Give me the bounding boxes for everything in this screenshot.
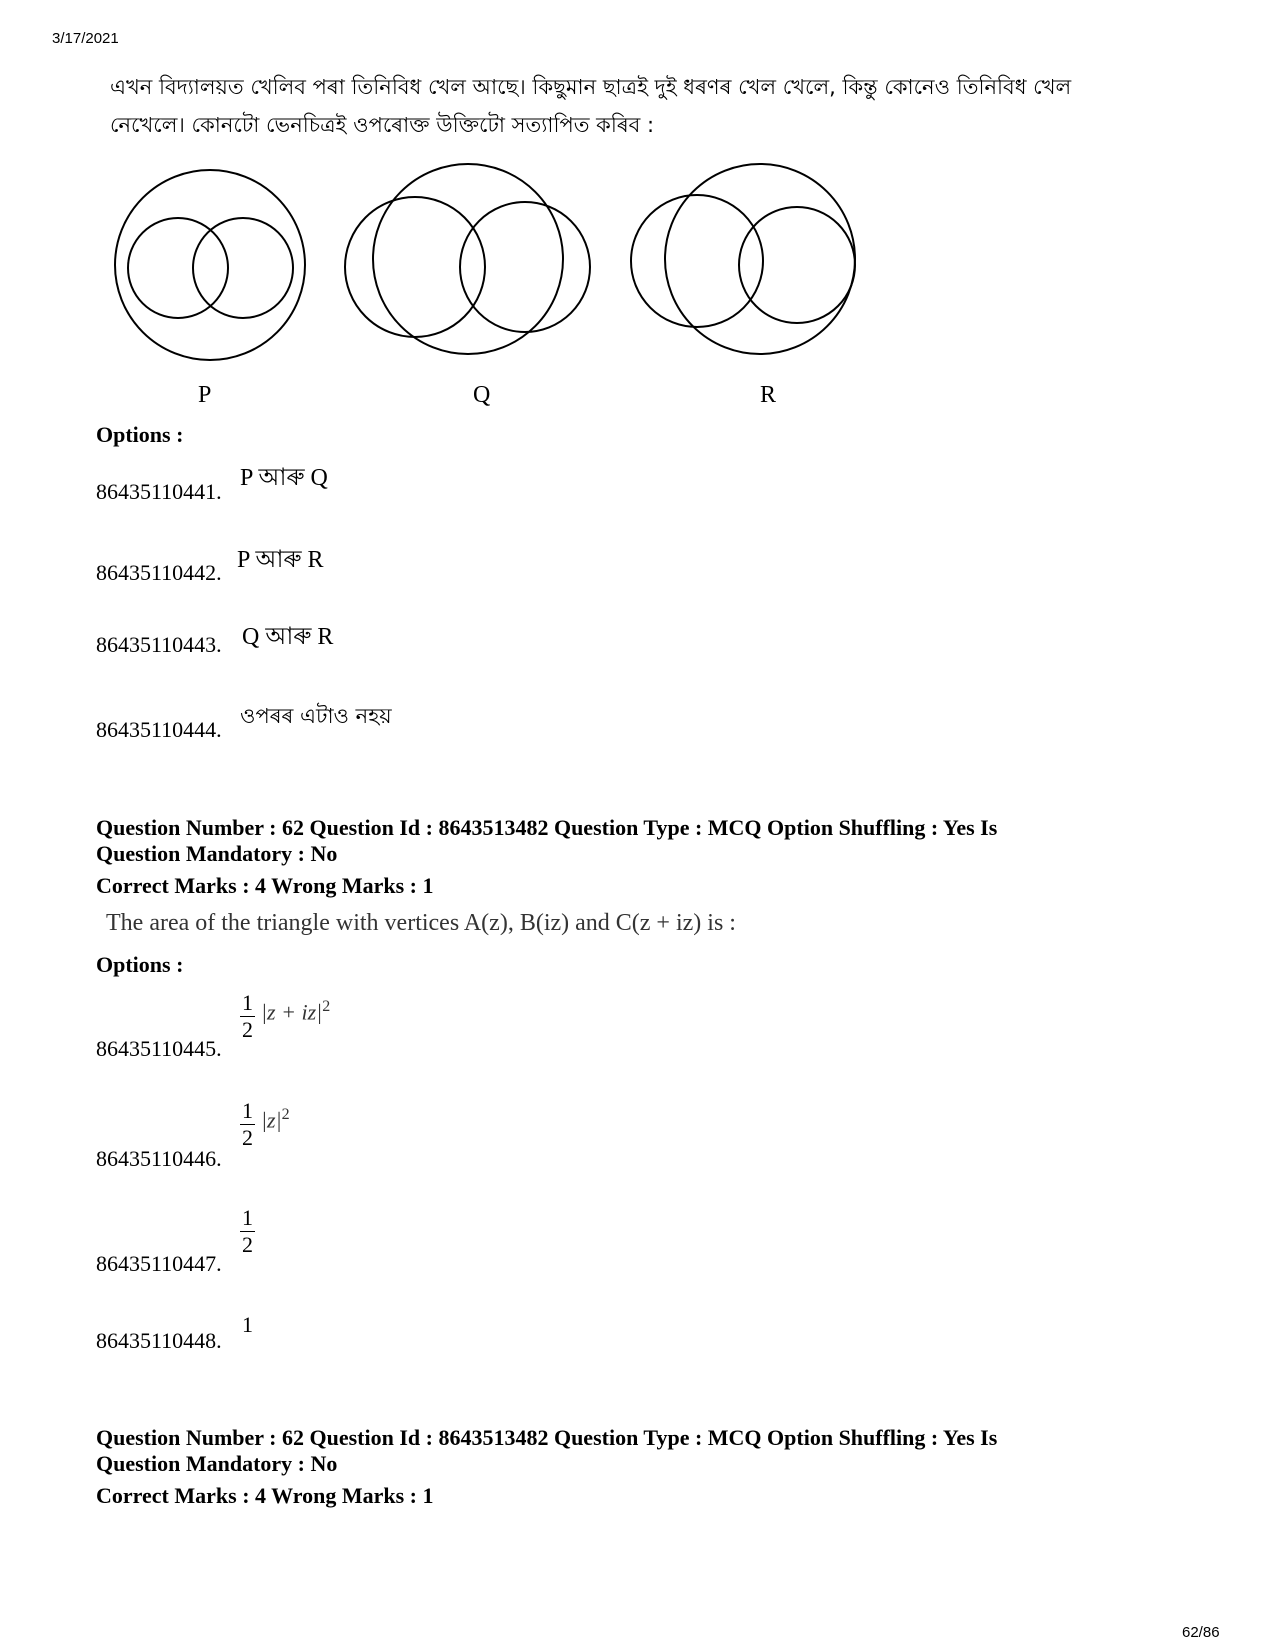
- option-id: 86435110448.: [96, 1328, 222, 1353]
- question-meta-line-2: Question Mandatory : No: [96, 1451, 338, 1476]
- option-text: P আৰু Q: [240, 465, 328, 491]
- option-id: 86435110441.: [96, 479, 222, 504]
- fraction-numerator: 1: [242, 990, 253, 1015]
- fraction-denominator: 2: [242, 1017, 253, 1042]
- exponent: 2: [322, 997, 331, 1015]
- option-text: 1: [242, 1312, 253, 1337]
- venn-diagrams: [100, 155, 880, 370]
- math-expression: [261, 1106, 290, 1133]
- fraction-numerator: 1: [242, 1205, 253, 1230]
- option-math: [240, 1205, 255, 1258]
- fraction-denominator: 2: [242, 1232, 253, 1257]
- option-id: 86435110443.: [96, 632, 222, 657]
- options-heading: Options :: [96, 422, 184, 447]
- options-heading: Options :: [96, 952, 184, 977]
- question-text-line-1: এখন বিদ্যালয়ত খেলিব পৰা তিনিবিধ খেল আছে। কিছুমান ছাত্ৰই দুই ধৰণৰ খেল খেলে, কিন্তু কোনেও তিনিবিধ খেল: [110, 75, 1072, 99]
- question-meta-line-1: Question Number : 62 Question Id : 8643513482 Question Type : MCQ Option Shuffling : Yes Is: [96, 1425, 998, 1450]
- option-math: [240, 1098, 290, 1151]
- option-id: 86435110442.: [96, 560, 222, 585]
- option-text: ওপৰৰ এটাও নহয়: [240, 704, 392, 728]
- option-math: [240, 990, 330, 1043]
- exponent: 2: [281, 1105, 290, 1123]
- venn-diagram-r: [631, 164, 855, 354]
- expr-body: |z + iz|: [261, 999, 323, 1025]
- option-text: P আৰু R: [237, 547, 324, 573]
- option-id: 86435110446.: [96, 1146, 222, 1171]
- math-expression: [261, 998, 330, 1025]
- question-meta-line-1: Question Number : 62 Question Id : 8643513482 Question Type : MCQ Option Shuffling : Yes Is: [96, 815, 998, 840]
- question-meta-line-2: Question Mandatory : No: [96, 841, 338, 866]
- option-id: 86435110447.: [96, 1251, 222, 1276]
- venn-label-r: R: [760, 382, 777, 408]
- expr-body: |z|: [261, 1107, 282, 1133]
- venn-label-q: Q: [473, 382, 491, 408]
- fraction-numerator: 1: [242, 1098, 253, 1123]
- option-text: Q আৰু R: [242, 624, 334, 650]
- venn-diagram-q: [345, 164, 590, 354]
- question-text: The area of the triangle with vertices A(z), B(iz) and C(z + iz) is :: [106, 910, 736, 936]
- page-number: 62/86: [1182, 1624, 1220, 1641]
- option-id: 86435110444.: [96, 717, 222, 742]
- option-id: 86435110445.: [96, 1036, 222, 1061]
- venn-diagram-p: [115, 170, 305, 360]
- question-text-line-2: নেখেলে। কোনটো ভেনচিত্ৰই ওপৰোক্ত উক্তিটো সত্যাপিত কৰিব :: [110, 113, 655, 137]
- fraction-denominator: 2: [242, 1125, 253, 1150]
- venn-label-p: P: [198, 382, 212, 408]
- print-date: 3/17/2021: [52, 30, 119, 47]
- question-marks: Correct Marks : 4 Wrong Marks : 1: [96, 873, 434, 898]
- question-marks: Correct Marks : 4 Wrong Marks : 1: [96, 1483, 434, 1508]
